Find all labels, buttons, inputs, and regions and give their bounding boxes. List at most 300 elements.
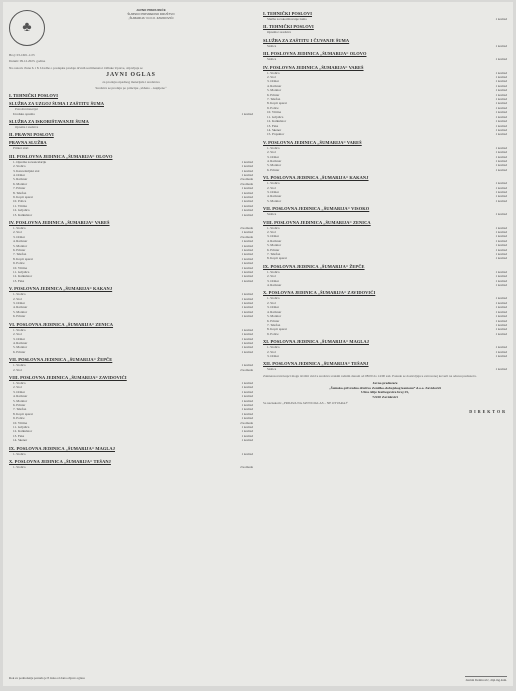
item-label: 13. Faks [13, 433, 25, 438]
section-title: PRAVNA SLUŽBA [9, 140, 47, 146]
item-label: 8. Kopir aparat [267, 256, 287, 261]
item-label: 13. Faks [267, 123, 279, 128]
item-label: 5. Monitor [267, 163, 282, 168]
item-quantity: 1 komad [495, 331, 507, 336]
item-row [263, 199, 507, 203]
footer-left: Rok za podnošenje ponuda je 8 dana od dana objave oglasa [9, 676, 85, 680]
section-title: V. POSLOVNA JEDINICA „ŠUMARIJA“ VAREŠ [263, 139, 362, 145]
item-quantity: 1 komad [241, 270, 253, 275]
item-quantity: 1 komad [241, 407, 253, 412]
item-label: Uredska oprema [13, 111, 35, 116]
item-quantity: 1 komad [495, 105, 507, 110]
item-quantity: 1 komad [495, 83, 507, 88]
item-row [263, 367, 507, 371]
item-label: 4. Računar [13, 394, 28, 399]
item-row [263, 132, 507, 136]
item-quantity: 1 komad [241, 398, 253, 403]
item-row [9, 368, 253, 372]
item-row [9, 314, 253, 318]
item-quantity: 1 komad [241, 159, 253, 164]
section-title: XII. POSLOVNA JEDINICA „ŠUMARIJA“ TEŠANJ [263, 361, 369, 367]
item-label: 2. Stol [267, 185, 276, 190]
item-label: 4. Računar [13, 239, 28, 244]
item-label: 6. Monitor [13, 181, 28, 186]
item-quantity: 1 komad [241, 252, 253, 257]
item-label: 4. Računar [13, 305, 28, 310]
item-quantity: 1 komad [495, 305, 507, 310]
item-quantity: 1 komad [241, 208, 253, 213]
item-quantity: 2 komada [240, 465, 253, 470]
item-label: 1. Stolica [267, 296, 280, 301]
item-quantity: 2 komada [240, 367, 253, 372]
item-quantity: 1 komad [495, 154, 507, 159]
item-label: 2. Stol [267, 75, 276, 80]
item-quantity: 1 komad [495, 225, 507, 230]
item-label: 5. Monitor [267, 198, 282, 203]
item-quantity: 1 komad [495, 43, 507, 48]
item-quantity [205, 146, 253, 150]
item-label: 1. Stolica [267, 70, 280, 75]
item-label: 6. Printer [13, 314, 26, 319]
item-label: 11. Grijalica [13, 270, 30, 275]
section-title: IV. POSLOVNA JEDINICA „ŠUMARIJA“ VAREŠ [9, 219, 110, 225]
item-label: 9. Police [267, 331, 279, 336]
section-title: SLUŽBA ZA ISKORIŠTAVANJE ŠUMA [9, 119, 89, 125]
item-row [9, 146, 253, 150]
left-column [9, 8, 253, 668]
item-label: 2. Stol [267, 274, 276, 279]
item-label: 5. Monitor [267, 314, 282, 319]
item-quantity: 1 komad [495, 132, 507, 137]
item-label: 5. Monitor [13, 345, 28, 350]
org-line-3: „ŠUMARIJA“ D.O.O. ZAVIDOVIĆI [128, 16, 174, 21]
item-label: 2. Stol [13, 385, 22, 390]
section-title: V. POSLOVNA JEDINICA „ŠUMARIJA“ KAKANJ [9, 286, 113, 292]
item-label: 9. Police [13, 261, 25, 266]
item-row [263, 17, 507, 21]
item-quantity: 1 komad [241, 345, 253, 350]
item-quantity: 1 komad [241, 186, 253, 191]
item-quantity: 1 komad [241, 389, 253, 394]
item-row [263, 44, 507, 48]
intro-paragraph: Na osnovu člana 6. i 8. Uredbe o postupku prodaje drvnih sortimenata i Odluke Uprave, objavljuje se [9, 65, 143, 70]
right-sections [263, 11, 507, 372]
item-quantity: 1 komad [241, 111, 253, 116]
item-label: 10. Vitrina [13, 265, 28, 270]
item-row [9, 112, 253, 116]
item-quantity: 1 komad [241, 309, 253, 314]
item-row [263, 256, 507, 260]
item-label: Stolica [267, 367, 277, 372]
section-note: Potrošni materijal [15, 106, 38, 111]
item-quantity: 1 komad [495, 256, 507, 261]
item-quantity: 1 komad [241, 199, 253, 204]
item-quantity: 1 komad [241, 265, 253, 270]
item-label: 2. Stolica [13, 164, 26, 169]
item-quantity: 2 komada [240, 234, 253, 239]
item-label: 7. Telefon [267, 97, 281, 102]
item-label: 1. Stolica [267, 345, 280, 350]
item-row [263, 354, 507, 358]
item-quantity: 1 komad [495, 189, 507, 194]
item-quantity: 1 komad [495, 17, 507, 21]
item-quantity: 1 komad [495, 345, 507, 350]
item-label: 4. Računar [267, 83, 282, 88]
item-label: 4. Računar [267, 158, 282, 163]
item-label: 3. Ormar [267, 305, 279, 310]
org-name [49, 8, 253, 50]
item-quantity: 1 komad [495, 278, 507, 283]
item-label: 8. Kopir aparat [267, 327, 287, 332]
item-quantity: 1 komad [495, 57, 507, 62]
item-quantity: 1 komad [495, 367, 507, 372]
item-row [9, 350, 253, 354]
item-quantity: 1 komad [495, 110, 507, 115]
item-quantity: 1 komad [495, 238, 507, 243]
item-row [9, 452, 253, 456]
notice-subject: Sredstva se prodaju po principu „viđeno – kupljeno“ [95, 85, 167, 90]
section-note: Oprema i sredstva [15, 125, 39, 130]
item-label: Stolica [267, 43, 277, 48]
section-title: III. POSLOVNA JEDINICA „ŠUMARIJA“ OLOVO [9, 153, 113, 159]
header-block [9, 8, 253, 50]
item-label: 1. Stolica [267, 145, 280, 150]
item-quantity: 1 komad [241, 349, 253, 354]
section-title: II. TEHNIČKI POSLOVI [263, 24, 314, 30]
address-label: Javno preduzeće [372, 381, 398, 386]
item-quantity: 1 komad [241, 380, 253, 385]
item-label: 1. Stolica [267, 269, 280, 274]
item-quantity: 1 komad [241, 194, 253, 199]
tree-emblem-icon: ♣ [9, 10, 45, 46]
director-title: DIREKTOR [469, 408, 507, 414]
item-label: 3. Ormar [267, 353, 279, 358]
item-label: 4. Računar [13, 340, 28, 345]
conditions-paragraph: Zainteresovani kupci mogu izvršiti uvid u sredstva svakim radnim danom od 08:00 do 14:00 sati. Ponude se dostavljaju u zatvorenoj koverti na adresu preduzeća. [263, 373, 477, 378]
item-label: 2. Stol [13, 296, 22, 301]
item-row [263, 283, 507, 287]
item-label: 5. Računar [13, 177, 28, 182]
item-label: 7. Telefon [13, 252, 27, 257]
section-title: VIII. POSLOVNA JEDINICA „ŠUMARIJA“ ZENICA [263, 219, 371, 225]
item-quantity: 1 komad [241, 402, 253, 407]
section-title: IV. POSLOVNA JEDINICA „ŠUMARIJA“ VAREŠ [263, 64, 364, 70]
item-label: 3. Kancelarijski stol [13, 168, 40, 173]
item-quantity: 1 komad [495, 296, 507, 301]
item-quantity: 2 komada [240, 177, 253, 182]
item-quantity: 1 komad [495, 318, 507, 323]
section-title: XI. POSLOVNA JEDINICA „ŠUMARIJA“ MAGLAJ [263, 339, 369, 345]
item-quantity: 1 komad [495, 212, 507, 217]
item-label: 10. Vitrina [267, 110, 282, 115]
item-quantity: 1 komad [495, 101, 507, 106]
item-quantity: 1 komad [495, 70, 507, 75]
newspaper-page [3, 2, 513, 686]
item-label: 2. Stol [267, 300, 276, 305]
item-label: 3. Ormar [13, 389, 25, 394]
item-quantity: 1 komad [495, 75, 507, 80]
item-quantity: 1 komad [241, 301, 253, 306]
address-block [263, 381, 507, 399]
item-quantity: 1 komad [241, 332, 253, 337]
item-label: 1. Stolica [267, 181, 280, 186]
item-quantity: 1 komad [241, 451, 253, 456]
page-footer [9, 676, 507, 682]
item-quantity: 1 komad [495, 322, 507, 327]
item-quantity: 1 komad [241, 411, 253, 416]
item-row [9, 465, 253, 469]
item-label: 6. Printer [13, 248, 26, 253]
item-label: 3. Ormar [13, 234, 25, 239]
item-quantity: 1 komad [495, 92, 507, 97]
item-label: 2. Stol [267, 349, 276, 354]
item-label: Oprema i sredstva [267, 30, 291, 35]
item-label: 12. Kalkulator [267, 119, 287, 124]
item-row [9, 279, 253, 283]
item-quantity: 1 komad [241, 239, 253, 244]
item-label: 5. Monitor [13, 243, 28, 248]
item-label: 2. Stol [13, 332, 22, 337]
item-label: 8. Kopir aparat [13, 411, 33, 416]
item-quantity: 1 komad [495, 283, 507, 288]
item-row [263, 57, 507, 61]
item-quantity: 1 komad [495, 167, 507, 172]
item-quantity: 1 komad [241, 296, 253, 301]
item-quantity: 1 komad [241, 243, 253, 248]
item-quantity: 1 komad [241, 429, 253, 434]
item-quantity: 1 komad [495, 353, 507, 358]
section-title: III. POSLOVNA JEDINICA „ŠUMARIJA“ OLOVO [263, 51, 367, 57]
item-quantity: 1 komad [495, 145, 507, 150]
item-quantity: 2 komada [240, 181, 253, 186]
item-label: 6. Printer [267, 167, 280, 172]
item-label: 5. Monitor [267, 243, 282, 248]
item-label: Stolica [267, 57, 277, 62]
item-quantity: 1 komad [495, 230, 507, 234]
item-label: 8. Kopir aparat [13, 256, 33, 261]
item-quantity: 1 komad [241, 248, 253, 253]
item-quantity: 1 komad [241, 433, 253, 438]
item-row [263, 332, 507, 336]
envelope-note: Sa naznakom: „PRIJAVA NA JAVNI OGLAS – NE OTVARAJ“ [263, 401, 349, 406]
item-quantity: 1 komad [241, 261, 253, 266]
item-label: 11. Vitrina [13, 203, 27, 208]
item-label: 1. Stolica [13, 465, 26, 470]
section-title: VI. POSLOVNA JEDINICA „ŠUMARIJA“ ZENICA [9, 321, 114, 327]
item-quantity: 1 komad [495, 123, 507, 128]
item-label: 2. Stol [267, 230, 276, 234]
item-quantity: 1 komad [495, 114, 507, 119]
item-quantity: 1 komad [241, 314, 253, 319]
item-label: 9. Kopir aparat [13, 194, 33, 199]
item-quantity: 1 komad [241, 164, 253, 169]
item-quantity: 1 komad [241, 168, 253, 173]
item-label: 15. Projektor [267, 132, 285, 137]
item-quantity: 1 komad [495, 234, 507, 239]
item-label: 11. Grijalica [267, 114, 284, 119]
item-label: 7. Telefon [267, 252, 281, 257]
org-line-1: JAVNO PREDUZEĆE [136, 8, 166, 12]
item-quantity: 1 komad [241, 416, 253, 421]
section-title: VII. POSLOVNA JEDINICA „ŠUMARIJA“ ŽEPČE [9, 357, 113, 363]
item-label: 9. Police [13, 416, 25, 421]
item-quantity: 1 komad [241, 203, 253, 208]
item-quantity: 2 komada [240, 420, 253, 425]
item-label: Stolica [267, 212, 277, 217]
item-quantity: 1 komad [495, 274, 507, 279]
item-row [263, 212, 507, 216]
item-label: 9. Police [267, 105, 279, 110]
item-label: 12. Kalkulator [13, 429, 33, 434]
item-label: 1. Stolica [267, 225, 280, 230]
section-title: IX. POSLOVNA JEDINICA „ŠUMARIJA“ ŽEPČE [263, 263, 365, 269]
item-label: 7. Telefon [267, 322, 281, 327]
item-label: 12. Grijalica [13, 208, 30, 213]
item-label: 1. Stolica [13, 363, 26, 368]
item-quantity: 1 komad [495, 243, 507, 248]
section-title: II. PRAVNI POSLOVI [9, 132, 54, 138]
item-label: 5. Monitor [13, 398, 28, 403]
item-label: 1. Oprema za kancelariju [13, 159, 47, 164]
item-label: 6. Printer [267, 92, 280, 97]
item-quantity: 2 komada [240, 225, 253, 230]
item-quantity: 1 komad [495, 88, 507, 93]
item-label: 3. Ormar [267, 278, 279, 283]
item-quantity: 1 komad [495, 194, 507, 199]
item-quantity: 1 komad [241, 340, 253, 345]
item-quantity: 1 komad [241, 212, 253, 217]
item-quantity: 1 komad [241, 230, 253, 235]
item-label: 1. Stolica [13, 292, 26, 297]
item-quantity: 1 komad [495, 247, 507, 252]
item-label: 12. Kalkulator [13, 274, 33, 279]
item-label: Služba za iskorištavanje šuma [267, 17, 307, 21]
item-quantity: 1 komad [495, 269, 507, 274]
item-label: 7. Printer [13, 186, 26, 191]
item-quantity: 1 komad [495, 198, 507, 203]
item-quantity: 1 komad [495, 252, 507, 257]
item-quantity: 1 komad [495, 349, 507, 354]
section-title: VI. POSLOVNA JEDINICA „ŠUMARIJA“ KAKANJ [263, 175, 369, 181]
reference-number: Broj: 03-1601-1/23 [9, 53, 35, 57]
item-quantity: 1 komad [241, 394, 253, 399]
item-label: 4. Računar [267, 238, 282, 243]
notice-title: JAVNI OGLAS [106, 71, 156, 78]
item-label: 2. Stol [13, 230, 22, 235]
item-quantity: 1 komad [241, 256, 253, 261]
item-quantity: 1 komad [495, 150, 507, 155]
item-label: 1. Stolica [13, 327, 26, 332]
section-title: X. POSLOVNA JEDINICA „ŠUMARIJA“ ZAVIDOVIĆI [263, 290, 376, 296]
item-label: 4. Računar [267, 194, 282, 199]
item-label: 13. Kalkulator [13, 212, 33, 217]
item-label: 5. Monitor [267, 88, 282, 93]
item-quantity [459, 30, 507, 34]
item-quantity: 1 komad [241, 363, 253, 368]
item-label: 6. Printer [267, 318, 280, 323]
section-title: I. TEHNIČKI POSLOVI [9, 92, 59, 98]
footer-signature: Jasmin Demirović, dipl.ing.šum. [465, 678, 507, 682]
item-label: 3. Ormar [267, 79, 279, 84]
section-title: VIII. POSLOVNA JEDINICA „ŠUMARIJA“ ZAVIDOVIĆI [9, 374, 127, 380]
item-label: 10. Police [13, 199, 27, 204]
item-row [9, 213, 253, 217]
item-quantity: 1 komad [241, 438, 253, 443]
item-label: Printer stari [13, 146, 29, 151]
item-quantity: 1 komad [241, 278, 253, 283]
item-label: 6. Printer [267, 247, 280, 252]
item-quantity: 1 komad [241, 385, 253, 390]
item-quantity: 1 komad [495, 181, 507, 186]
item-quantity: 1 komad [241, 305, 253, 310]
address-city: 72220 Zavidovići [372, 394, 398, 399]
item-row [263, 168, 507, 172]
item-label: 4. Računar [267, 309, 282, 314]
item-quantity: 1 komad [495, 185, 507, 190]
item-quantity: 1 komad [241, 425, 253, 430]
item-label: 1. Stolica [13, 451, 26, 456]
item-quantity: 1 komad [241, 292, 253, 297]
item-label: 4. Ormar [13, 172, 25, 177]
item-quantity: 1 komad [495, 300, 507, 305]
section-title: IX. POSLOVNA JEDINICA „ŠUMARIJA“ MAGLAJ [9, 445, 115, 451]
item-label: 3. Ormar [267, 234, 279, 239]
item-label: 11. Grijalica [13, 425, 30, 430]
item-quantity: 1 komad [241, 190, 253, 195]
item-label: 5. Monitor [13, 309, 28, 314]
item-quantity: 1 komad [241, 172, 253, 177]
item-label: 3. Ormar [267, 154, 279, 159]
item-label: 1. Stolica [13, 380, 26, 385]
section-title: X. POSLOVNA JEDINICA „ŠUMARIJA“ TEŠANJ [9, 459, 111, 465]
document-date: Datum: 09.12.2023. godine [9, 59, 46, 64]
item-label: 3. Ormar [267, 189, 279, 194]
item-label: 2. Stol [267, 150, 276, 155]
item-quantity: 1 komad [495, 163, 507, 168]
item-label: 8. Telefon [13, 190, 27, 195]
item-label: 7. Telefon [13, 407, 27, 412]
item-label: 6. Printer [13, 349, 26, 354]
item-quantity: 1 komad [495, 119, 507, 124]
item-label: 2. Stol [13, 367, 22, 372]
address-street: Ulica Alije Izetbegovića broj 25, [361, 390, 409, 395]
item-label: 3. Ormar [13, 301, 25, 306]
item-quantity: 1 komad [241, 274, 253, 279]
section-title: VII. POSLOVNA JEDINICA „ŠUMARIJA“ VISOKO [263, 206, 370, 212]
item-quantity: 1 komad [495, 127, 507, 132]
section-title: SLUŽBA ZA ZAŠTITU I ČUVANJE ŠUMA [263, 37, 350, 43]
section-title: SLUŽBA ZA UZGOJ ŠUMA I ZAŠTITU ŠUMA [9, 100, 104, 106]
item-quantity: 1 komad [495, 158, 507, 163]
item-label: 4. Računar [267, 283, 282, 288]
item-row [9, 438, 253, 442]
item-label: 14. Skener [267, 127, 282, 132]
item-quantity: 1 komad [495, 97, 507, 102]
org-line-2: ŠUMSKO PRIVREDNO DRUŠTVO [127, 12, 175, 17]
item-label: 14. Skener [13, 438, 28, 443]
item-label: 6. Printer [13, 402, 26, 407]
item-quantity: 1 komad [241, 336, 253, 341]
item-quantity: 1 komad [241, 327, 253, 332]
item-row [263, 30, 507, 34]
item-quantity: 1 komad [495, 314, 507, 319]
item-label: 10. Vitrina [13, 420, 28, 425]
item-quantity: 1 komad [495, 327, 507, 332]
item-label: 8. Kopir aparat [267, 101, 287, 106]
item-quantity: 1 komad [495, 79, 507, 84]
item-label: 1. Stolica [13, 225, 26, 230]
item-label: 3. Ormar [13, 336, 25, 341]
